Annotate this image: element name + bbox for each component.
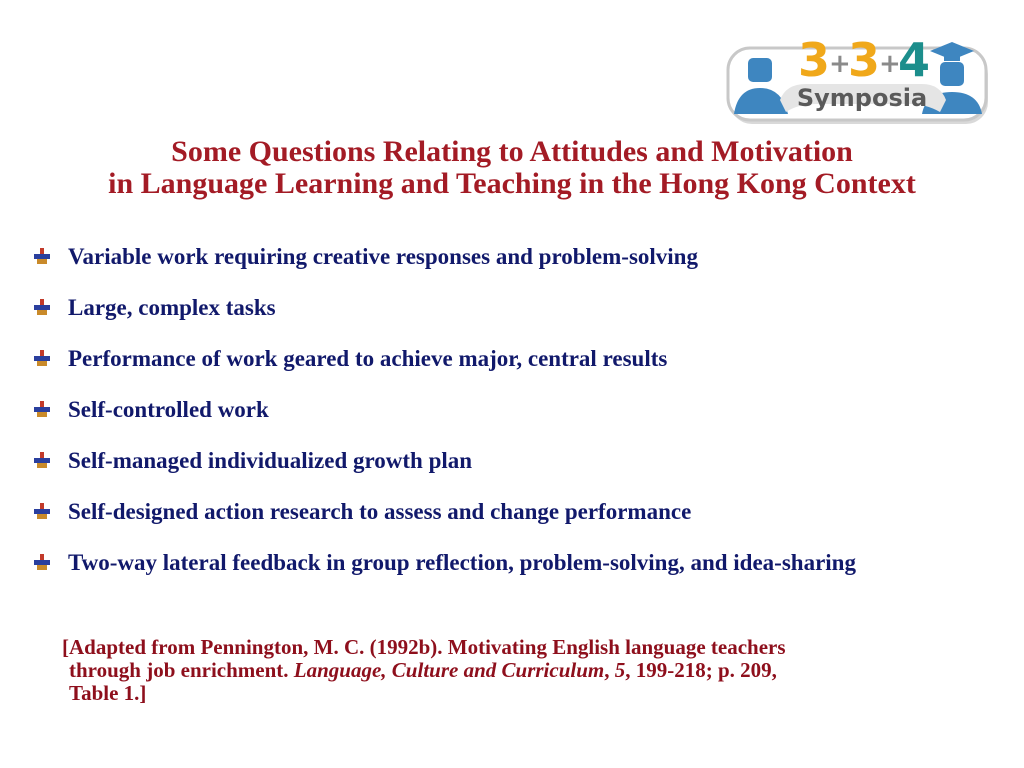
bullet-list <box>30 240 990 579</box>
bullet-item <box>30 444 990 477</box>
logo-graphic <box>726 22 996 130</box>
slide-title-line-1: Some Questions Relating to Attitudes and Motivation <box>171 135 853 168</box>
citation-line-3: Table 1.] <box>69 681 147 705</box>
citation-comma: , <box>604 658 615 682</box>
citation-pages: , 199-218; p. 209, <box>625 658 777 682</box>
logo-plus-2: + <box>879 49 901 79</box>
citation-volume: 5 <box>614 658 626 682</box>
stacked-blocks-bullet-icon <box>34 452 50 468</box>
bullet-item <box>30 291 990 324</box>
logo-plus-1: + <box>829 49 851 79</box>
bullet-item <box>30 546 990 579</box>
stacked-blocks-bullet-icon <box>34 401 50 417</box>
logo-word: Symposia <box>796 84 928 112</box>
stacked-blocks-bullet-icon <box>34 554 50 570</box>
bullet-text: Two-way lateral feedback in group reflection, problem-solving, and idea-sharing <box>68 550 856 575</box>
bullet-text: Variable work requiring creative responses and problem-solving <box>68 244 698 269</box>
bullet-item <box>30 393 990 426</box>
citation-text: through job enrichment. <box>69 658 294 682</box>
bullet-text: Self-controlled work <box>68 397 269 422</box>
bullet-item <box>30 240 990 273</box>
bullet-text: Self-managed individualized growth plan <box>68 448 473 473</box>
bullet-text: Self-designed action research to assess and change performance <box>68 499 692 524</box>
bullet-text: Performance of work geared to achieve major, central results <box>68 346 668 371</box>
slide-title <box>0 136 1024 200</box>
citation-line-2 <box>62 659 982 682</box>
logo-digit-2: 3 <box>848 33 881 87</box>
bullet-item <box>30 495 990 528</box>
source-citation <box>62 636 982 705</box>
stacked-blocks-bullet-icon <box>34 299 50 315</box>
stacked-blocks-bullet-icon <box>34 248 50 264</box>
symposia-logo <box>726 22 996 130</box>
stacked-blocks-bullet-icon <box>34 350 50 366</box>
citation-line-1: [Adapted from Pennington, M. C. (1992b). Motivating English language teachers <box>62 635 786 659</box>
logo-digit-1: 3 <box>798 33 831 87</box>
bullet-item <box>30 342 990 375</box>
citation-journal: Language, Culture and Curriculum <box>293 658 605 682</box>
logo-digit-3: 4 <box>898 33 931 87</box>
bullet-text: Large, complex tasks <box>68 295 276 320</box>
slide-title-line-2: in Language Learning and Teaching in the Hong Kong Context <box>108 167 916 200</box>
stacked-blocks-bullet-icon <box>34 503 50 519</box>
